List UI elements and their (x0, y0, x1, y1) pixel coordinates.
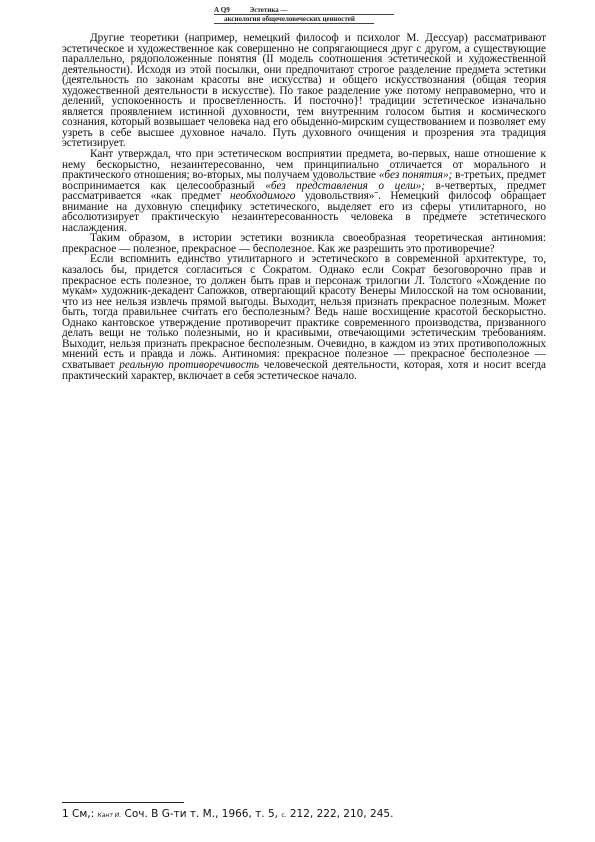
paragraph-2-text-c: в-четвертых, предмет рассматривается «как предмет (62, 179, 546, 203)
footnote-number: 1 См,: (62, 808, 95, 820)
paragraph-2-text-b: в-третьих, предмет воспринимается как целесообразный (62, 169, 546, 192)
emphasis-without-purpose: «без представления о цели»; (265, 179, 425, 192)
paragraph-2 (62, 149, 546, 233)
page-body (62, 33, 546, 381)
paragraph-1-text: Другие теоретики (например, немецкий философ и психолог М. Дессуар) рассматривают эстетическое и художественное как совершенно не сопрягающиеся друг с другом, а существующие параллельно, рядоположенные понятия (II модель соотношения эстетической и художественной деятельности). Исходя из этой посылки, они предпочитают строгое разделение предмета эстетики (деятельность по законам красоты вне искусства) и общего искусствознания (общая теория художественной деятельности в искусстве). По такое разделение уже потому неправомерно, что и делений, успокоенность и просветленность. И посточно}! традиции эстетическое изначально является проявлением истинной духовности, тем внутренним голосом бытия и космического сознания, который возвышает человека над его обыденно-мирским существованием и позволяет ему узреть в себе высшее духовное начало. Путь духовного очищения и прозрения эта традиция эстетизирует. (62, 32, 546, 150)
paragraph-1 (62, 33, 546, 149)
paragraph-4 (62, 254, 546, 381)
running-title: Эстетика — (249, 6, 288, 14)
emphasis-without-concept: «без понятия»; (378, 169, 453, 182)
folio: А Q9 (214, 6, 230, 14)
emphasis-real-contradiction: реальную противоречивость (119, 358, 260, 371)
footnote-page-abbr: с. (281, 812, 287, 819)
paragraph-4-text-a: Если вспомнить единство утилитарного и эстетического в современной архитектуре, то, казалось бы, придется согласиться с Сократом. Однако если Сократ безоговорочно прав и прекрасное есть полезное, то должен быть прав и персонаж трилогии Л. Толстого «Хождение по мукам» художник-декадент Сапожков, отвергающий красоту Венеры Милосской на том основании, что из нее нельзя извлечь прямой выгоды. Выходит, нельзя признать прекрасное полезным. Может быть, тогда правильнее считать его бесполезным? Ведь наше восхищение красотой бескорыстно. Однако кантовское утверждение противоречит практике современного производства, призванного делать вещи не только полезными, но и красивыми, отвечающими эстетическим требованиям. Выходит, нельзя признать прекрасное бесполезным. Очевидно, в каждом из этих противоположных мнений есть и правда и ложь. Антиномия: прекрасное полезное — прекрасное бесполезное — схватывает (62, 253, 546, 371)
footnote-pages: 212, 222, 210, 245. (289, 808, 394, 820)
footnote-author: Кант И. (97, 812, 122, 819)
paragraph-2-text-d: удовольствия»ˉ. Немецкий философ обращает внимание на духовную специфику эстетического, выделяет его из сферы утилитарного, но абсолютизирует практическую незаинтересованность человека в предмете эстетического наслаждения. (62, 190, 547, 234)
paragraph-3 (62, 233, 546, 254)
paragraph-3-text: Таким образом, в истории эстетики возникла своеобразная теоретическая антиномия: прекрасное — полезное, прекрасное — бесполезное. Как же разрешить это противоречие? (62, 232, 546, 255)
running-subtitle: аксиология общечеловеческих ценностей (214, 15, 374, 24)
footnote-text: Соч. В G-ти т. М., 1966, т. 5, (124, 808, 278, 820)
running-header (214, 6, 394, 24)
running-header-line (214, 6, 394, 15)
footnote (62, 808, 542, 822)
paragraph-2-text-a: Кант утверждал, что при эстетическом восприятии предмета, во-первых, наше отношение к нему бескорыстно, незаинтересованно, чем принципиально отличается от морального и практического отношения; во-вторых, мы получаем удовольствие (62, 148, 546, 182)
paragraph-4-text-b: человеческой деятельности, которая, хотя и носит всегда практический характер, включает в себя эстетическое начало. (62, 358, 547, 382)
footnote-divider (62, 802, 184, 803)
emphasis-necessary: необходимого (230, 190, 296, 203)
